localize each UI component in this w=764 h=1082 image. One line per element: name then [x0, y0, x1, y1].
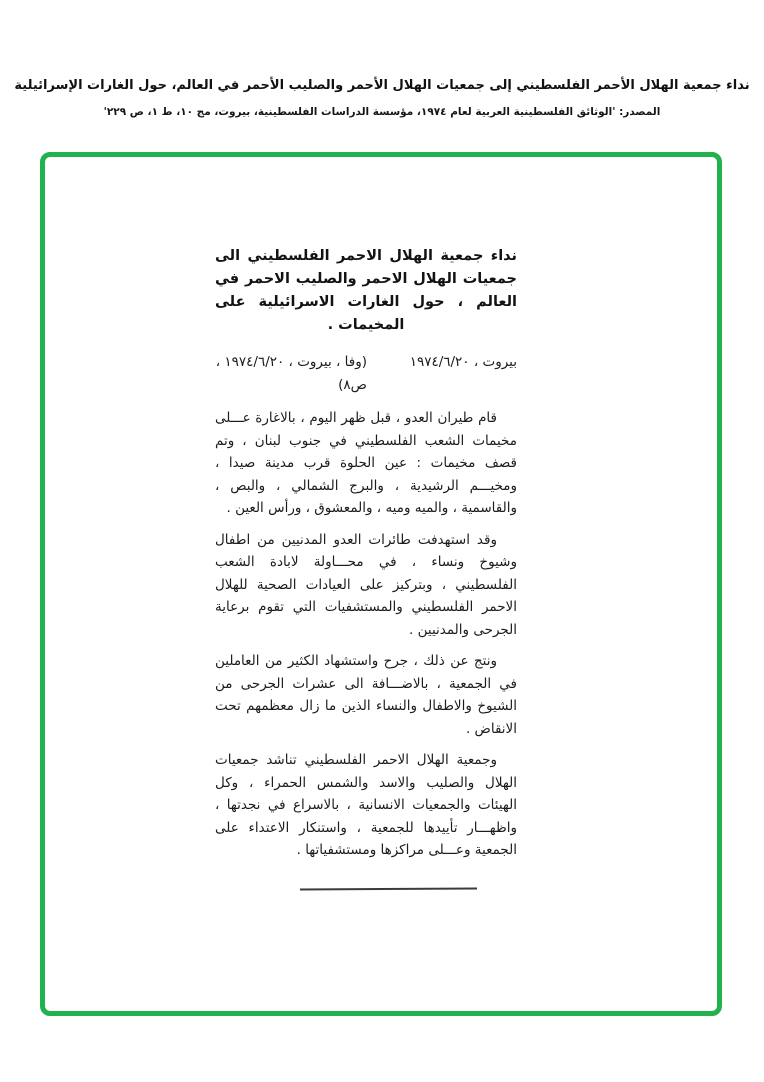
end-divider	[300, 887, 477, 890]
document-title: نداء جمعية الهلال الاحمر الفلسطيني الى جمعيات الهلال الاحمر والصليب الاحمر في العالم ، حول الغارات الاسرائيلية على المخيمات .	[215, 248, 517, 333]
paragraph: قام طيران العدو ، قبل ظهر اليوم ، بالاغارة عـــلى مخيمات الشعب الفلسطيني في جنوب لبنان ، وتم قصف مخيمات : عين الحلوة قرب مدينة صيدا ، ومخيـــم الرشيدية ، والبرج الشمالي ، والبص ، والقاسمية ، والميه وميه ، والمعشوق ، ورأس العين .	[215, 410, 517, 516]
dateline	[215, 351, 517, 396]
paragraph: وجمعية الهلال الاحمر الفلسطيني تناشد جمعيات الهلال والصليب والاسد والشمس الحمراء ، وكل الهيئات والجمعيات الانسانية ، بالاسراع في نجدتها ، واظهـــار تأييدها للجمعية ، واستنكار الاعتداء على الجمعية وعـــلى مراكزها ومستشفياتها .	[215, 752, 517, 858]
document-body	[215, 407, 517, 862]
dateline-place-date: بيروت ، ١٩٧٤/٦/٢٠	[409, 354, 517, 370]
source-citation: المصدر: 'الوثائق الفلسطينية العربية لعام ١٩٧٤، مؤسسة الدراسات الفلسطينية، بيروت، مج ١٠، ط ١، ص ٢٢٩'	[103, 106, 661, 118]
page-title: نداء جمعية الهلال الأحمر الفلسطيني إلى جمعيات الهلال الأحمر والصليب الأحمر في العالم، حول الغارات الإسرائيلية	[14, 78, 750, 93]
dateline-agency-note: (وفا ، بيروت ، ١٩٧٤/٦/٢٠ ، ص٨)	[215, 354, 367, 393]
paragraph: وقد استهدفت طائرات العدو المدنيين من اطفال وشيوخ ونساء ، في محـــاولة لابادة الشعب الفلسطيني ، وبتركيز على العيادات الصحية للهلال الاحمر الفلسطيني والمستشفيات التي تقوم برعاية الجرحى والمدنيين .	[215, 531, 517, 638]
document-scan	[215, 245, 517, 890]
paragraph: ونتج عن ذلك ، جرح واستشهاد الكثير من العاملين في الجمعية ، بالاضـــافة الى عشرات الجرحى من الشيوخ والاطفال والنساء الذين ما زال معظمهم تحت الانقاض .	[215, 653, 517, 737]
highlight-frame	[40, 152, 722, 1016]
